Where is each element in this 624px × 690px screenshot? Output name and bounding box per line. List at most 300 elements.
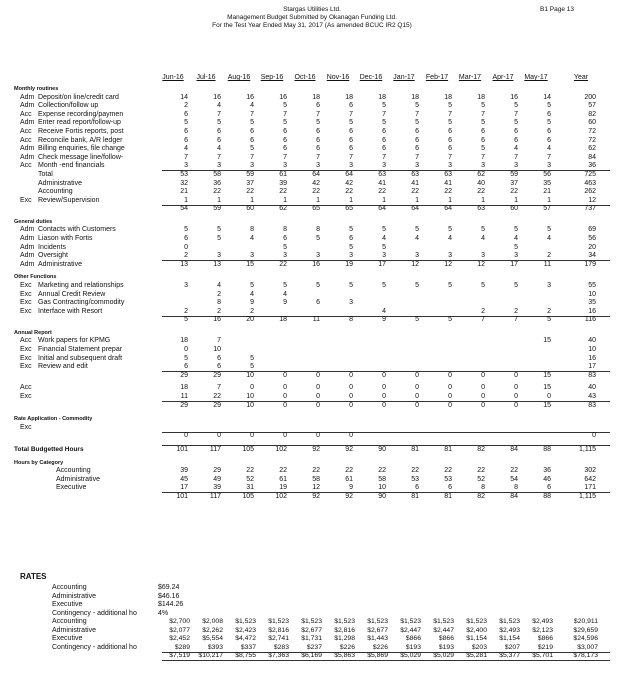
table-cell: 84	[510, 492, 518, 500]
table-cell: 6	[184, 127, 188, 135]
table-cell: 60	[246, 205, 254, 213]
row-label: Oversight	[38, 252, 68, 260]
cost-cell: $5,863	[334, 652, 355, 659]
table-cell: 0	[184, 432, 188, 440]
table-cell: 4	[415, 235, 419, 242]
cost-cell: $866	[438, 635, 454, 642]
table-cell: 90	[378, 492, 386, 500]
table-cell: 105	[242, 445, 254, 453]
cost-cell: $29,659	[573, 626, 598, 634]
table-cell: 200	[584, 93, 596, 101]
table-cell: 40	[477, 179, 485, 187]
table-cell: 4	[514, 235, 518, 242]
table-cell: 0	[547, 393, 551, 400]
table-cell: 6	[481, 136, 485, 144]
row-label: Enter read report/follow-up	[38, 119, 121, 127]
table-cell: 6	[316, 136, 320, 144]
row-label: Contacts with Customers	[38, 226, 116, 234]
table-cell: 83	[588, 401, 596, 409]
cost-cell: $1,523	[301, 618, 322, 625]
cost-cell: $237	[306, 643, 322, 651]
table-cell: 7	[448, 153, 452, 161]
table-cell: 53	[444, 475, 452, 483]
table-cell: 63	[477, 205, 485, 213]
table-cell: 5	[448, 281, 452, 289]
table-cell: 6	[184, 136, 188, 144]
table-cell: 3	[283, 162, 287, 170]
table-cell: 7	[382, 110, 386, 118]
table-cell: 1	[316, 196, 320, 204]
table-cell: 7	[217, 153, 221, 161]
table-cell: 53	[411, 475, 419, 483]
table-cell: 3	[250, 162, 254, 170]
row-code: Adm	[20, 153, 35, 161]
table-cell: 5	[349, 243, 353, 251]
table-cell: 58	[378, 475, 386, 483]
month-header: Jan-17	[393, 74, 415, 81]
table-cell: 0	[316, 393, 320, 400]
table-cell: 5	[415, 226, 419, 234]
table-cell: 5	[349, 119, 353, 127]
table-cell: 61	[279, 475, 287, 483]
row-code: Adm	[20, 260, 35, 268]
table-cell: 5	[415, 281, 419, 289]
table-cell: 1	[481, 196, 485, 204]
table-cell: 16	[246, 93, 254, 101]
table-cell: 5	[448, 119, 452, 127]
table-cell: 3	[250, 252, 254, 260]
table-cell: 117	[209, 492, 221, 500]
table-cell: 4	[382, 235, 386, 242]
table-cell: 5	[448, 316, 452, 324]
table-cell: 2	[184, 307, 188, 315]
table-cell: 16	[312, 260, 320, 268]
table-cell: 0	[316, 371, 320, 379]
table-cell: 463	[584, 179, 596, 187]
table-cell: 6	[316, 127, 320, 135]
table-cell: 5	[316, 235, 320, 242]
cost-cell: $1,523	[334, 618, 355, 625]
row-label: Gas Contracting/commodity	[38, 299, 125, 307]
table-cell: 6	[481, 127, 485, 135]
table-cell: 5	[547, 102, 551, 110]
table-cell: 5	[349, 281, 353, 289]
table-cell: 5	[283, 281, 287, 289]
cost-cell: $7,519	[169, 652, 190, 659]
table-cell: 302	[584, 467, 596, 474]
cost-cell: $5,377	[499, 652, 520, 659]
table-cell: 14	[180, 93, 188, 101]
table-cell: 7	[349, 110, 353, 118]
table-cell: 22	[444, 188, 452, 196]
table-cell: 5	[382, 119, 386, 127]
table-cell: 6	[448, 127, 452, 135]
table-cell: 36	[588, 162, 596, 170]
table-cell: 4	[547, 235, 551, 242]
table-cell: 42	[345, 179, 353, 187]
cost-cell: $337	[240, 643, 256, 651]
section-title: Annual Report	[14, 329, 52, 336]
table-cell: 10	[246, 371, 254, 379]
table-cell: 49	[213, 475, 221, 483]
cost-cell: $2,741	[268, 635, 289, 642]
table-cell: 105	[242, 492, 254, 500]
table-cell: 18	[180, 384, 188, 392]
month-header: Mar-17	[458, 74, 482, 81]
table-cell: 84	[588, 153, 596, 161]
row-code: Adm	[20, 93, 35, 101]
table-cell: 7	[514, 110, 518, 118]
table-cell: 84	[510, 445, 518, 453]
table-cell: 1	[349, 196, 353, 204]
row-code: Adm	[20, 226, 35, 234]
table-cell: 15	[246, 260, 254, 268]
cost-cell: $2,400	[466, 626, 487, 634]
page-number: B1 Page 13	[540, 6, 574, 13]
table-cell: 92	[312, 445, 320, 453]
table-cell: 5	[415, 316, 419, 324]
table-cell: 262	[584, 188, 596, 196]
table-cell: 0	[415, 393, 419, 400]
table-cell: 5	[184, 119, 188, 127]
table-cell: 2	[217, 307, 221, 315]
table-cell: 21	[543, 188, 551, 196]
row-code: Adm	[20, 102, 35, 110]
table-cell: 32	[180, 179, 188, 187]
table-cell: 5	[481, 102, 485, 110]
table-cell: 8	[217, 299, 221, 307]
row-label: Receive Fortis reports, post	[38, 127, 124, 135]
table-cell: 6	[415, 145, 419, 153]
table-cell: 5	[283, 243, 287, 251]
table-cell: 18	[411, 93, 419, 101]
table-cell: 642	[584, 475, 596, 483]
table-cell: 61	[345, 475, 353, 483]
cost-cell: $5,029	[400, 652, 421, 659]
row-code: Acc	[20, 127, 32, 135]
row-code: Acc	[20, 136, 32, 144]
cost-cell: $193	[405, 643, 421, 651]
table-cell: 0	[283, 371, 287, 379]
row-code: Adm	[20, 145, 35, 153]
table-cell: 22	[510, 467, 518, 474]
table-cell: 19	[345, 260, 353, 268]
table-cell: 1,115	[579, 492, 596, 500]
table-cell: 3	[382, 252, 386, 260]
table-cell: 65	[345, 205, 353, 213]
table-cell: 6	[547, 127, 551, 135]
table-cell: 6	[283, 235, 287, 242]
table-cell: 22	[477, 467, 485, 474]
table-cell: 18	[180, 337, 188, 345]
cost-cell: $5,701	[532, 652, 553, 659]
row-label: Marketing and relationships	[38, 281, 124, 289]
table-cell: 3	[217, 162, 221, 170]
table-cell: 6	[184, 235, 188, 242]
table-cell: 4	[217, 281, 221, 289]
cost-cell: $289	[174, 643, 190, 651]
table-cell: 6	[382, 127, 386, 135]
row-code: Acc	[20, 110, 32, 118]
table-cell: 64	[345, 170, 353, 178]
row-code: Acc	[20, 384, 32, 392]
table-cell: 5	[481, 119, 485, 127]
table-cell: 3	[349, 299, 353, 307]
table-cell: 3	[481, 162, 485, 170]
table-cell: 6	[217, 127, 221, 135]
table-cell: 3	[349, 162, 353, 170]
table-cell: 31	[246, 484, 254, 492]
table-cell: 6	[547, 136, 551, 144]
row-label: Total	[38, 170, 53, 178]
cost-cell: $6,169	[301, 652, 322, 659]
table-cell: 36	[543, 467, 551, 474]
table-cell: 10	[588, 290, 596, 298]
table-cell: 11	[543, 260, 551, 268]
table-cell: 3	[349, 252, 353, 260]
table-cell: 3	[481, 252, 485, 260]
row-code: Acc	[20, 162, 32, 170]
table-cell: 7	[481, 153, 485, 161]
table-cell: 34	[588, 252, 596, 260]
month-header: Dec-16	[359, 74, 383, 81]
month-header: Sep-16	[260, 74, 284, 81]
table-cell: 5	[481, 226, 485, 234]
table-cell: 88	[543, 445, 551, 453]
table-cell: 6	[316, 299, 320, 307]
table-cell: 7	[316, 110, 320, 118]
month-header: Oct-16	[294, 74, 316, 81]
table-cell: 102	[275, 492, 287, 500]
table-cell: 1	[250, 196, 254, 204]
table-cell: 22	[510, 188, 518, 196]
cost-cell: $1,154	[499, 635, 520, 642]
table-cell: 64	[312, 170, 320, 178]
table-cell: 6	[184, 363, 188, 371]
company-name: Stargas Utilities Ltd.	[283, 6, 341, 13]
table-cell: 0	[514, 384, 518, 392]
table-cell: 13	[180, 260, 188, 268]
row-code: Adm	[20, 235, 35, 242]
table-cell: 12	[588, 196, 596, 204]
table-cell: 20	[246, 316, 254, 324]
row-code: Exc	[20, 281, 32, 289]
table-cell: 72	[588, 127, 596, 135]
table-cell: 15	[543, 371, 551, 379]
table-cell: 0	[349, 401, 353, 409]
table-cell: 5	[316, 281, 320, 289]
table-cell: 90	[378, 445, 386, 453]
cost-cell: $78,173	[573, 652, 598, 659]
table-cell: 39	[180, 467, 188, 474]
table-cell: 7	[481, 316, 485, 324]
table-cell: 59	[213, 205, 221, 213]
cost-cell: $2,077	[169, 626, 190, 634]
table-cell: 5	[382, 226, 386, 234]
table-cell: 60	[588, 119, 596, 127]
row-code: Exc	[20, 393, 32, 400]
table-cell: 0	[481, 393, 485, 400]
table-cell: 4	[184, 145, 188, 153]
table-cell: 45	[180, 475, 188, 483]
table-cell: 5	[547, 316, 551, 324]
month-header: Apr-17	[492, 74, 514, 81]
cost-cell: $1,523	[433, 618, 454, 625]
table-cell: 15	[543, 401, 551, 409]
table-cell: 18	[312, 93, 320, 101]
row-label: Check message line/follow-	[38, 153, 124, 161]
table-cell: 5	[514, 243, 518, 251]
cost-cell: $5,281	[466, 652, 487, 659]
table-cell: 3	[217, 252, 221, 260]
table-cell: 4	[382, 307, 386, 315]
table-cell: 29	[213, 467, 221, 474]
table-cell: 83	[588, 371, 596, 379]
row-code: Exc	[20, 423, 32, 431]
month-header: Jul-16	[196, 74, 216, 81]
table-cell: 3	[415, 252, 419, 260]
table-cell: 5	[481, 145, 485, 153]
table-cell: 7	[283, 153, 287, 161]
table-cell: 6	[349, 127, 353, 135]
table-cell: 6	[415, 136, 419, 144]
table-cell: 5	[250, 363, 254, 371]
table-cell: 11	[312, 316, 320, 324]
table-cell: 7	[316, 153, 320, 161]
table-cell: 6	[448, 484, 452, 492]
cost-cell: $2,677	[367, 626, 388, 634]
table-cell: 4	[547, 145, 551, 153]
row-code: Exc	[20, 363, 32, 371]
table-cell: 6	[448, 145, 452, 153]
table-cell: 0	[382, 401, 386, 409]
table-cell: 1	[184, 196, 188, 204]
table-cell: 0	[448, 384, 452, 392]
row-label: Incidents	[38, 243, 67, 251]
table-cell: 6	[448, 136, 452, 144]
table-cell: 0	[592, 432, 596, 440]
cost-cell: $2,493	[499, 626, 520, 634]
table-cell: 6	[514, 136, 518, 144]
table-cell: 0	[316, 384, 320, 392]
section-title: Other Functions	[14, 274, 57, 281]
table-cell: 7	[481, 110, 485, 118]
table-cell: 16	[510, 93, 518, 101]
table-cell: 117	[209, 445, 221, 453]
cost-cell: $24,596	[573, 635, 598, 642]
table-cell: 17	[588, 363, 596, 371]
table-cell: 4	[448, 235, 452, 242]
table-cell: 4	[217, 145, 221, 153]
table-cell: 6	[316, 102, 320, 110]
cost-cell: $2,677	[301, 626, 322, 634]
table-cell: 29	[180, 371, 188, 379]
table-cell: 6	[514, 127, 518, 135]
table-cell: 5	[514, 281, 518, 289]
table-cell: 61	[279, 170, 287, 178]
row-label: Administrative	[38, 260, 82, 268]
row-label: Collection/follow up	[38, 102, 99, 110]
table-cell: 7	[184, 153, 188, 161]
table-cell: 63	[378, 170, 386, 178]
table-cell: 12	[444, 260, 452, 268]
table-cell: 63	[411, 170, 419, 178]
table-cell: 6	[349, 145, 353, 153]
table-cell: 54	[180, 205, 188, 213]
table-cell: 0	[448, 371, 452, 379]
table-cell: 0	[514, 371, 518, 379]
table-cell: 18	[345, 93, 353, 101]
row-label: Interface with Resort	[38, 307, 103, 315]
table-cell: 5	[184, 354, 188, 362]
cost-label: Accounting	[52, 618, 87, 625]
table-cell: 16	[213, 316, 221, 324]
table-cell: 81	[444, 445, 452, 453]
table-cell: 737	[584, 205, 596, 213]
table-cell: 35	[588, 299, 596, 307]
table-cell: 3	[547, 281, 551, 289]
table-cell: 6	[217, 363, 221, 371]
row-label: Financial Statement prepar	[38, 346, 123, 353]
table-cell: 65	[312, 205, 320, 213]
cost-cell: $1,298	[334, 635, 355, 642]
table-cell: 3	[448, 162, 452, 170]
cost-cell: $1,523	[235, 618, 256, 625]
row-code: Exc	[20, 346, 32, 353]
table-cell: 5	[415, 102, 419, 110]
table-cell: 3	[382, 162, 386, 170]
report-period: For the Test Year Ended May 31, 2017 (As amended BCUC IR2 Q15)	[212, 22, 412, 29]
row-label: Annual Credit Review	[38, 290, 106, 298]
table-cell: 22	[279, 467, 287, 474]
table-cell: 5	[382, 243, 386, 251]
table-cell: 0	[415, 371, 419, 379]
row-code: Adm	[20, 252, 35, 260]
table-cell: 29	[180, 401, 188, 409]
table-cell: 3	[184, 162, 188, 170]
table-cell: 5	[514, 226, 518, 234]
rate-label: Executive	[52, 601, 83, 608]
rates-title: RATES	[20, 572, 47, 581]
cost-cell: $226	[339, 643, 355, 651]
table-cell: 16	[279, 93, 287, 101]
table-cell: 20	[588, 243, 596, 251]
table-cell: 5	[514, 119, 518, 127]
table-cell: 37	[246, 179, 254, 187]
table-cell: 29	[213, 371, 221, 379]
table-cell: 5	[250, 145, 254, 153]
table-cell: 10	[588, 346, 596, 353]
rate-value: 4%	[158, 609, 169, 617]
table-cell: 64	[378, 205, 386, 213]
table-cell: 7	[382, 153, 386, 161]
table-cell: 59	[510, 170, 518, 178]
table-cell: 22	[312, 188, 320, 196]
table-cell: 21	[180, 188, 188, 196]
rate-value: $144.26	[158, 601, 184, 608]
table-cell: 5	[250, 119, 254, 127]
month-header: Nov-16	[326, 74, 350, 81]
table-cell: 5	[514, 102, 518, 110]
table-cell: 18	[444, 93, 452, 101]
table-cell: 19	[279, 484, 287, 492]
row-label: Review/Supervision	[38, 196, 100, 204]
table-cell: 62	[279, 205, 287, 213]
table-cell: 81	[444, 492, 452, 500]
table-cell: 18	[477, 93, 485, 101]
cost-cell: $2,700	[169, 618, 190, 625]
table-cell: 1	[217, 196, 221, 204]
